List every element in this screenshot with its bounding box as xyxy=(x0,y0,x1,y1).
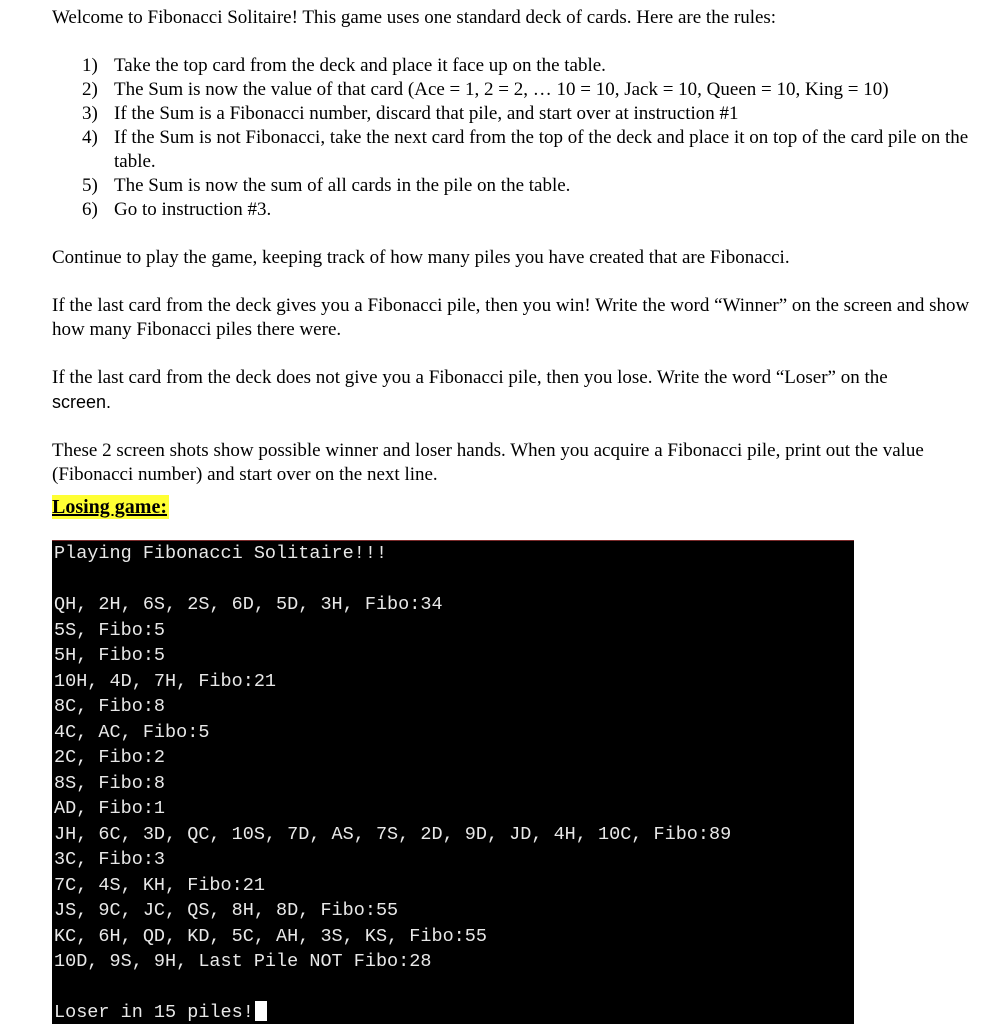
rules-list xyxy=(52,54,988,222)
lose-paragraph xyxy=(52,366,988,415)
lose-paragraph-main: If the last card from the deck does not give you a Fibonacci pile, then you lose. Write the word “Loser” on the xyxy=(52,367,888,388)
rule-number: 2) xyxy=(82,79,98,100)
rule-text: Go to instruction #3. xyxy=(114,199,272,220)
terminal-line: AD, Fibo:1 xyxy=(54,798,166,819)
terminal-final-line xyxy=(54,1000,854,1026)
terminal-line: 7C, 4S, KH, Fibo:21 xyxy=(54,874,265,896)
rule-number: 1) xyxy=(82,55,98,76)
terminal-line: 8S, Fibo:8 xyxy=(54,772,166,794)
terminal-cursor xyxy=(255,1001,267,1021)
rule-number: 6) xyxy=(82,199,98,220)
win-paragraph: If the last card from the deck gives you a Fibonacci pile, then you win! Write the word “Winner” on the screen and show how many Fibonacci piles there were. xyxy=(52,295,970,340)
terminal-line: 5S, Fibo:5 xyxy=(54,619,166,641)
terminal-line: 8C, Fibo:8 xyxy=(54,696,166,717)
rule-text: Take the top card from the deck and place it face up on the table. xyxy=(114,55,606,76)
terminal-line: JS, 9C, JC, QS, 8H, 8D, Fibo:55 xyxy=(54,900,399,921)
rule-text: The Sum is now the sum of all cards in the pile on the table. xyxy=(114,175,571,196)
terminal-line: 4C, AC, Fibo:5 xyxy=(54,721,210,743)
terminal-window xyxy=(52,540,854,1024)
rule-item xyxy=(52,174,988,198)
terminal-line: QH, 2H, 6S, 2S, 6D, 5D, 3H, Fibo:34 xyxy=(54,594,443,615)
terminal-line: KC, 6H, QD, KD, 5C, AH, 3S, KS, Fibo:55 xyxy=(54,925,487,947)
terminal-line xyxy=(54,567,854,593)
screenshots-paragraph: These 2 screen shots show possible winner and loser hands. When you acquire a Fibonacci pile, print out the value (Fibonacci number) and start over on the next line. xyxy=(52,440,924,485)
intro-paragraph: Welcome to Fibonacci Solitaire! This game uses one standard deck of cards. Here are the rules: xyxy=(52,7,777,28)
rule-number: 3) xyxy=(82,103,98,124)
rule-text: The Sum is now the value of that card (Ace = 1, 2 = 2, … 10 = 10, Jack = 10, Queen = 10, King = 10) xyxy=(114,79,889,100)
rule-number: 4) xyxy=(82,127,98,148)
losing-game-heading: Losing game: xyxy=(52,496,167,518)
terminal-line: 5H, Fibo:5 xyxy=(54,645,166,666)
continue-paragraph: Continue to play the game, keeping track of how many piles you have created that are Fibonacci. xyxy=(52,247,790,268)
terminal-line xyxy=(54,975,854,1001)
terminal-line: Playing Fibonacci Solitaire!!! xyxy=(54,543,388,564)
document-page xyxy=(52,6,988,520)
terminal-result-text: Loser in 15 piles! xyxy=(54,1002,254,1023)
rule-text: If the Sum is not Fibonacci, take the next card from the top of the deck and place it on top of the card pile on the table. xyxy=(114,127,969,172)
terminal-line: 10D, 9S, 9H, Last Pile NOT Fibo:28 xyxy=(54,951,432,972)
rule-item xyxy=(52,54,988,78)
rule-item xyxy=(52,102,988,126)
terminal-line: 10H, 4D, 7H, Fibo:21 xyxy=(54,670,277,692)
rule-text: If the Sum is a Fibonacci number, discard that pile, and start over at instruction #1 xyxy=(114,103,739,124)
rule-item xyxy=(52,198,988,222)
lose-paragraph-tail: screen. xyxy=(52,392,112,412)
rule-item xyxy=(52,126,988,174)
rule-number: 5) xyxy=(82,175,98,196)
terminal-line: JH, 6C, 3D, QC, 10S, 7D, AS, 7S, 2D, 9D, JD, 4H, 10C, Fibo:89 xyxy=(54,823,732,845)
terminal-line: 2C, Fibo:2 xyxy=(54,747,166,768)
terminal-line: 3C, Fibo:3 xyxy=(54,849,166,870)
rule-item xyxy=(52,78,988,102)
